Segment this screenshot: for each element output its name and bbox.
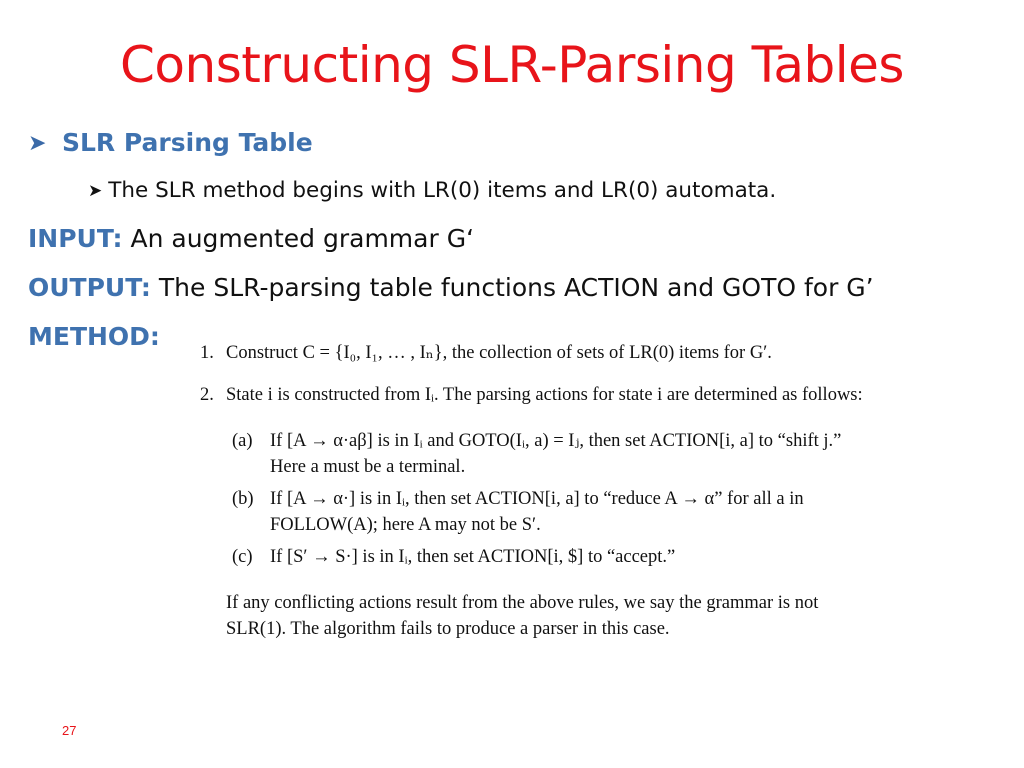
method-line (28, 322, 160, 351)
output-text: The SLR-parsing table functions ACTION and GOTO for G’ (158, 273, 874, 302)
input-label: INPUT: (28, 224, 123, 253)
slide-title: Constructing SLR-Parsing Tables (120, 36, 904, 94)
algorithm-case-a (232, 428, 870, 480)
algorithm-box (200, 340, 870, 642)
input-text: An augmented grammar G‘ (130, 224, 475, 253)
bullet-slr-parsing-table (28, 128, 313, 157)
algorithm-step-1 (200, 340, 870, 366)
input-line (28, 224, 474, 253)
step-text: State i is constructed from Iᵢ. The parsing actions for state i are determined as follows: (226, 385, 863, 405)
output-label: OUTPUT: (28, 273, 151, 302)
step-text: Construct C = {I₀, I₁, … , Iₙ}, the collection of sets of LR(0) items for G′. (226, 343, 772, 363)
case-label: (b) (232, 489, 254, 509)
algorithm-case-c (232, 544, 870, 570)
page-number: 27 (62, 723, 77, 738)
bullet-label: SLR Parsing Table (62, 128, 313, 157)
case-text: If [A → α·] is in Iᵢ, then set ACTION[i, a] to “reduce A → α” for all a in FOLLOW(A); here A may not be S′. (270, 489, 804, 535)
algorithm-case-b (232, 486, 870, 538)
algorithm-note: If any conflicting actions result from the above rules, we say the grammar is not SLR(1). The algorithm fails to produce a parser in this case. (226, 593, 819, 639)
case-text: If [S′ → S·] is in Iᵢ, then set ACTION[i, $] to “accept.” (270, 547, 676, 567)
case-label: (a) (232, 431, 253, 451)
sub-bullet (88, 178, 776, 203)
step-number: 1. (200, 343, 214, 363)
output-line (28, 273, 874, 302)
method-label: METHOD: (28, 322, 160, 351)
sub-bullet-text: The SLR method begins with LR(0) items and LR(0) automata. (108, 178, 777, 203)
arrow-bullet-icon: ➤ (88, 180, 103, 201)
step-number: 2. (200, 385, 214, 405)
algorithm-step-2 (200, 382, 870, 408)
case-label: (c) (232, 547, 253, 567)
case-text: If [A → α·aβ] is in Iᵢ and GOTO(Iᵢ, a) = Iⱼ, then set ACTION[i, a] to “shift j.” Here a must be a terminal. (270, 431, 842, 477)
arrow-bullet-icon: ➤ (28, 129, 47, 155)
